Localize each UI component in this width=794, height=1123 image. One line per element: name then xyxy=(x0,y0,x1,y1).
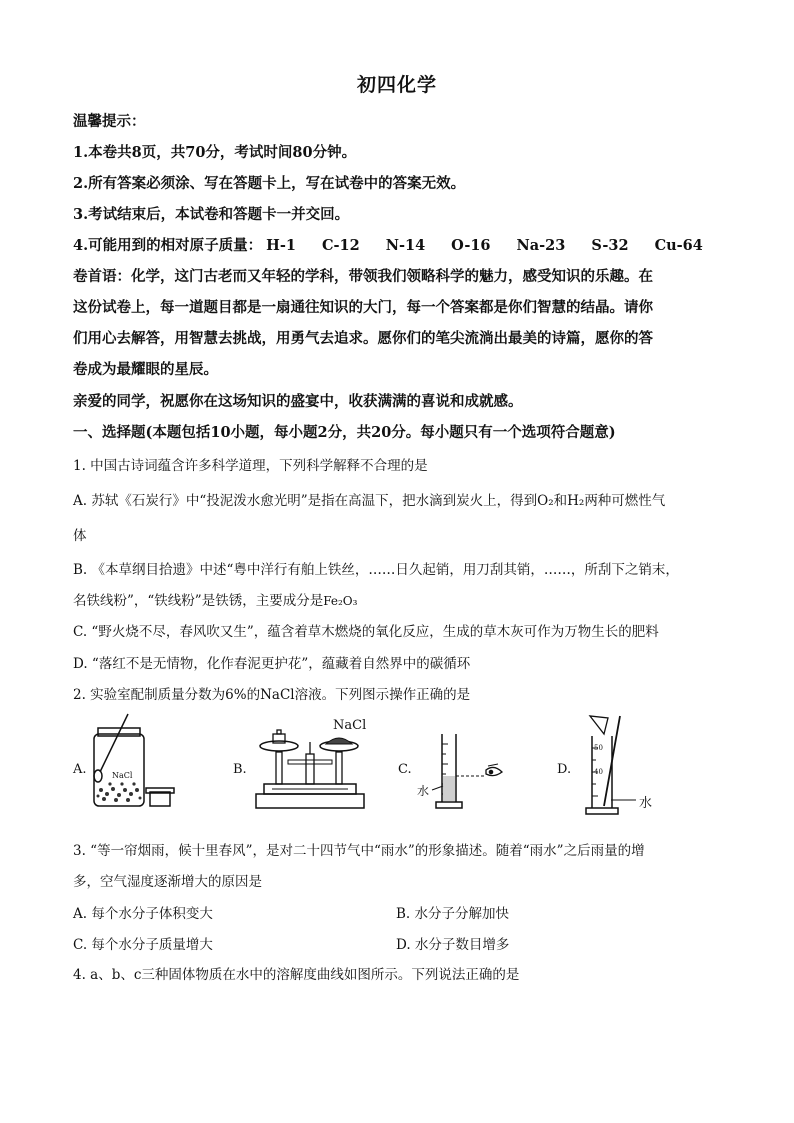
graduated-cylinder-reading-figure xyxy=(428,730,514,812)
formula-o2: O₂ xyxy=(537,493,554,509)
q3-stem-cont: 多，空气湿度逐渐增大的原因是 xyxy=(73,874,262,890)
q2-label-c: C. xyxy=(398,762,412,777)
tick-label-50: 50 xyxy=(594,744,603,752)
q1-option-b-cont: 名铁线粉”，“铁线粉”是铁锈，主要成分是Fe₂O₃ xyxy=(73,593,358,609)
mass-na: Na-23 xyxy=(516,237,566,254)
q1-option-d: D. “落红不是无情物，化作春泥更护花”，蕴藏着自然界中的碳循环 xyxy=(73,656,471,672)
mass-n: N-14 xyxy=(385,237,426,254)
notice-heading: 温馨提示： xyxy=(73,113,146,130)
mass-h: H-1 xyxy=(266,237,296,254)
q1-option-b: B. 《本草纲目拾遗》中述“粤中洋行有舶上铁丝，……日久起销，用刀刮其销，……，所刮下之销末， xyxy=(73,562,679,578)
q3-option-a: A. 每个水分子体积变大 xyxy=(73,906,213,922)
page-title: 初四化学 xyxy=(356,74,437,96)
q3-options-row-1 xyxy=(73,902,723,922)
q1-stem: 1. 中国古诗词蕴含许多科学道理，下列科学解释不合理的是 xyxy=(73,458,428,474)
q1-option-a-cont: 体 xyxy=(73,528,87,544)
q2-label-a: A. xyxy=(73,762,87,777)
q1-option-c: C. “野火烧不尽，春风吹又生”，蕴含着草木燃烧的氧化反应，生成的草木灰可作为万物生长的肥料 xyxy=(73,624,659,640)
notice-item-1: 1.本卷共8页，共70分，考试时间80分钟。 xyxy=(73,144,357,161)
mass-o: O-16 xyxy=(451,237,491,254)
q1-option-a: A. 苏轼《石炭行》中“投泥泼水愈光明”是指在高温下，把水滴到炭火上，得到O₂和H₂两种可燃性气 xyxy=(73,493,666,509)
section-heading: 一、选择题(本题包括10小题，每小题2分，共20分。每小题只有一个选项符合题意) xyxy=(73,424,616,441)
balance-label-nacl: NaCl xyxy=(333,718,367,733)
mass-cu: Cu-64 xyxy=(654,237,703,254)
preface-line-4: 卷成为最耀眼的星辰。 xyxy=(73,361,218,378)
preface-line-2: 这份试卷上，每一道题目都是一扇通往知识的大门，每一个答案都是你们智慧的结晶。请你 xyxy=(73,299,653,316)
q3-option-d: D. 水分子数目增多 xyxy=(396,937,510,953)
q2-label-d: D. xyxy=(557,762,572,777)
notice-item-4 xyxy=(73,234,723,255)
notice-item-3: 3.考试结束后，本试卷和答题卡一并交回。 xyxy=(73,206,350,223)
preface-line-1: 卷首语：化学，这门古老而又年轻的学科，带领我们领略科学的魅力，感受知识的乐趣。在 xyxy=(73,268,653,285)
q2-stem: 2. 实验室配制质量分数为6%的NaCl溶液。下列图示操作正确的是 xyxy=(73,687,471,703)
q3-stem: 3. “等一帘烟雨，候十里春风”，是对二十四节气中“雨水”的形象描述。随着“雨水”之后雨量的增 xyxy=(73,843,645,859)
q4-stem: 4. a、b、c三种固体物质在水中的溶解度曲线如图所示。下列说法正确的是 xyxy=(73,967,520,983)
preface-wish: 亲爱的同学，祝愿你在这场知识的盛宴中，收获满满的喜说和成就感。 xyxy=(73,393,523,410)
notice-item-2: 2.所有答案必须涂、写在答题卡上，写在试卷中的答案无效。 xyxy=(73,175,466,192)
formula-fe2o3: Fe₂O₃ xyxy=(323,594,358,608)
q3-option-c: C. 每个水分子质量增大 xyxy=(73,937,213,953)
q3-option-b: B. 水分子分解加快 xyxy=(396,906,510,922)
q3-options-row-2 xyxy=(73,933,723,953)
water-label-c: 水 xyxy=(417,784,430,798)
water-label-d: 水 xyxy=(639,796,653,811)
formula-h2: H₂ xyxy=(567,493,585,509)
tick-label-40: 40 xyxy=(594,768,603,776)
mass-c: C-12 xyxy=(321,237,360,254)
jar-with-spoon-figure xyxy=(88,710,178,812)
jar-label-nacl: NaCl xyxy=(112,771,133,780)
preface-line-3: 们用心去解答，用智慧去挑战，用勇气去追求。愿你们的笔尖流淌出最美的诗篇，愿你的答 xyxy=(73,330,653,347)
q2-label-b: B. xyxy=(233,762,247,777)
masses-label: 4.可能用到的相对原子质量： xyxy=(73,237,263,254)
mass-s: S-32 xyxy=(591,237,629,254)
